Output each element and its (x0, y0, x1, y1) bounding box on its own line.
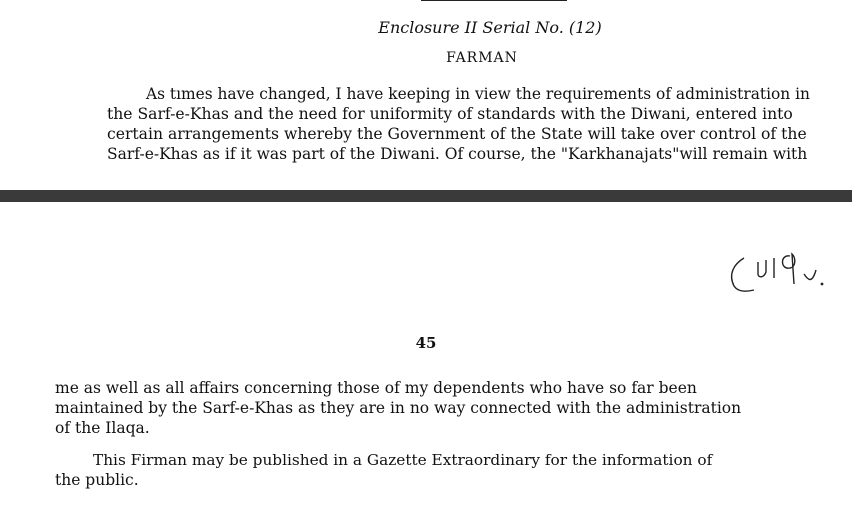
paragraph-line: As tımes have changed, I have keeping in view the requirements of administration in (146, 85, 810, 103)
enclosure-heading: Enclosure II Serial No. (12) (378, 18, 602, 37)
paragraph-line: certain arrangements whereby the Government of the State will take over control of the (107, 125, 807, 143)
page-number: 45 (415, 334, 437, 352)
paragraph-line: Sarf-e-Khas as if it was part of the Diwani. Of course, the "Karkhanajats"will remain with (107, 145, 808, 163)
paragraph-line: of the Ilaqa. (55, 419, 150, 437)
page-break-bar (0, 190, 852, 202)
top-rule (421, 0, 567, 1)
handwritten-signature (724, 240, 834, 300)
paragraph-line: the public. (55, 471, 139, 489)
paragraph-line: maintained by the Sarf-e-Khas as they are in no way connected with the administration (55, 399, 742, 417)
paragraph-line: This Firman may be published in a Gazette Extraordinary for the information of (93, 451, 713, 469)
farman-title: FARMAN (446, 50, 518, 66)
paragraph-line: me as well as all affairs concerning those of my dependents who have so far been (55, 379, 697, 397)
paragraph-line: the Sarf-e-Khas and the need for uniformity of standards with the Diwani, entered into (107, 105, 793, 123)
